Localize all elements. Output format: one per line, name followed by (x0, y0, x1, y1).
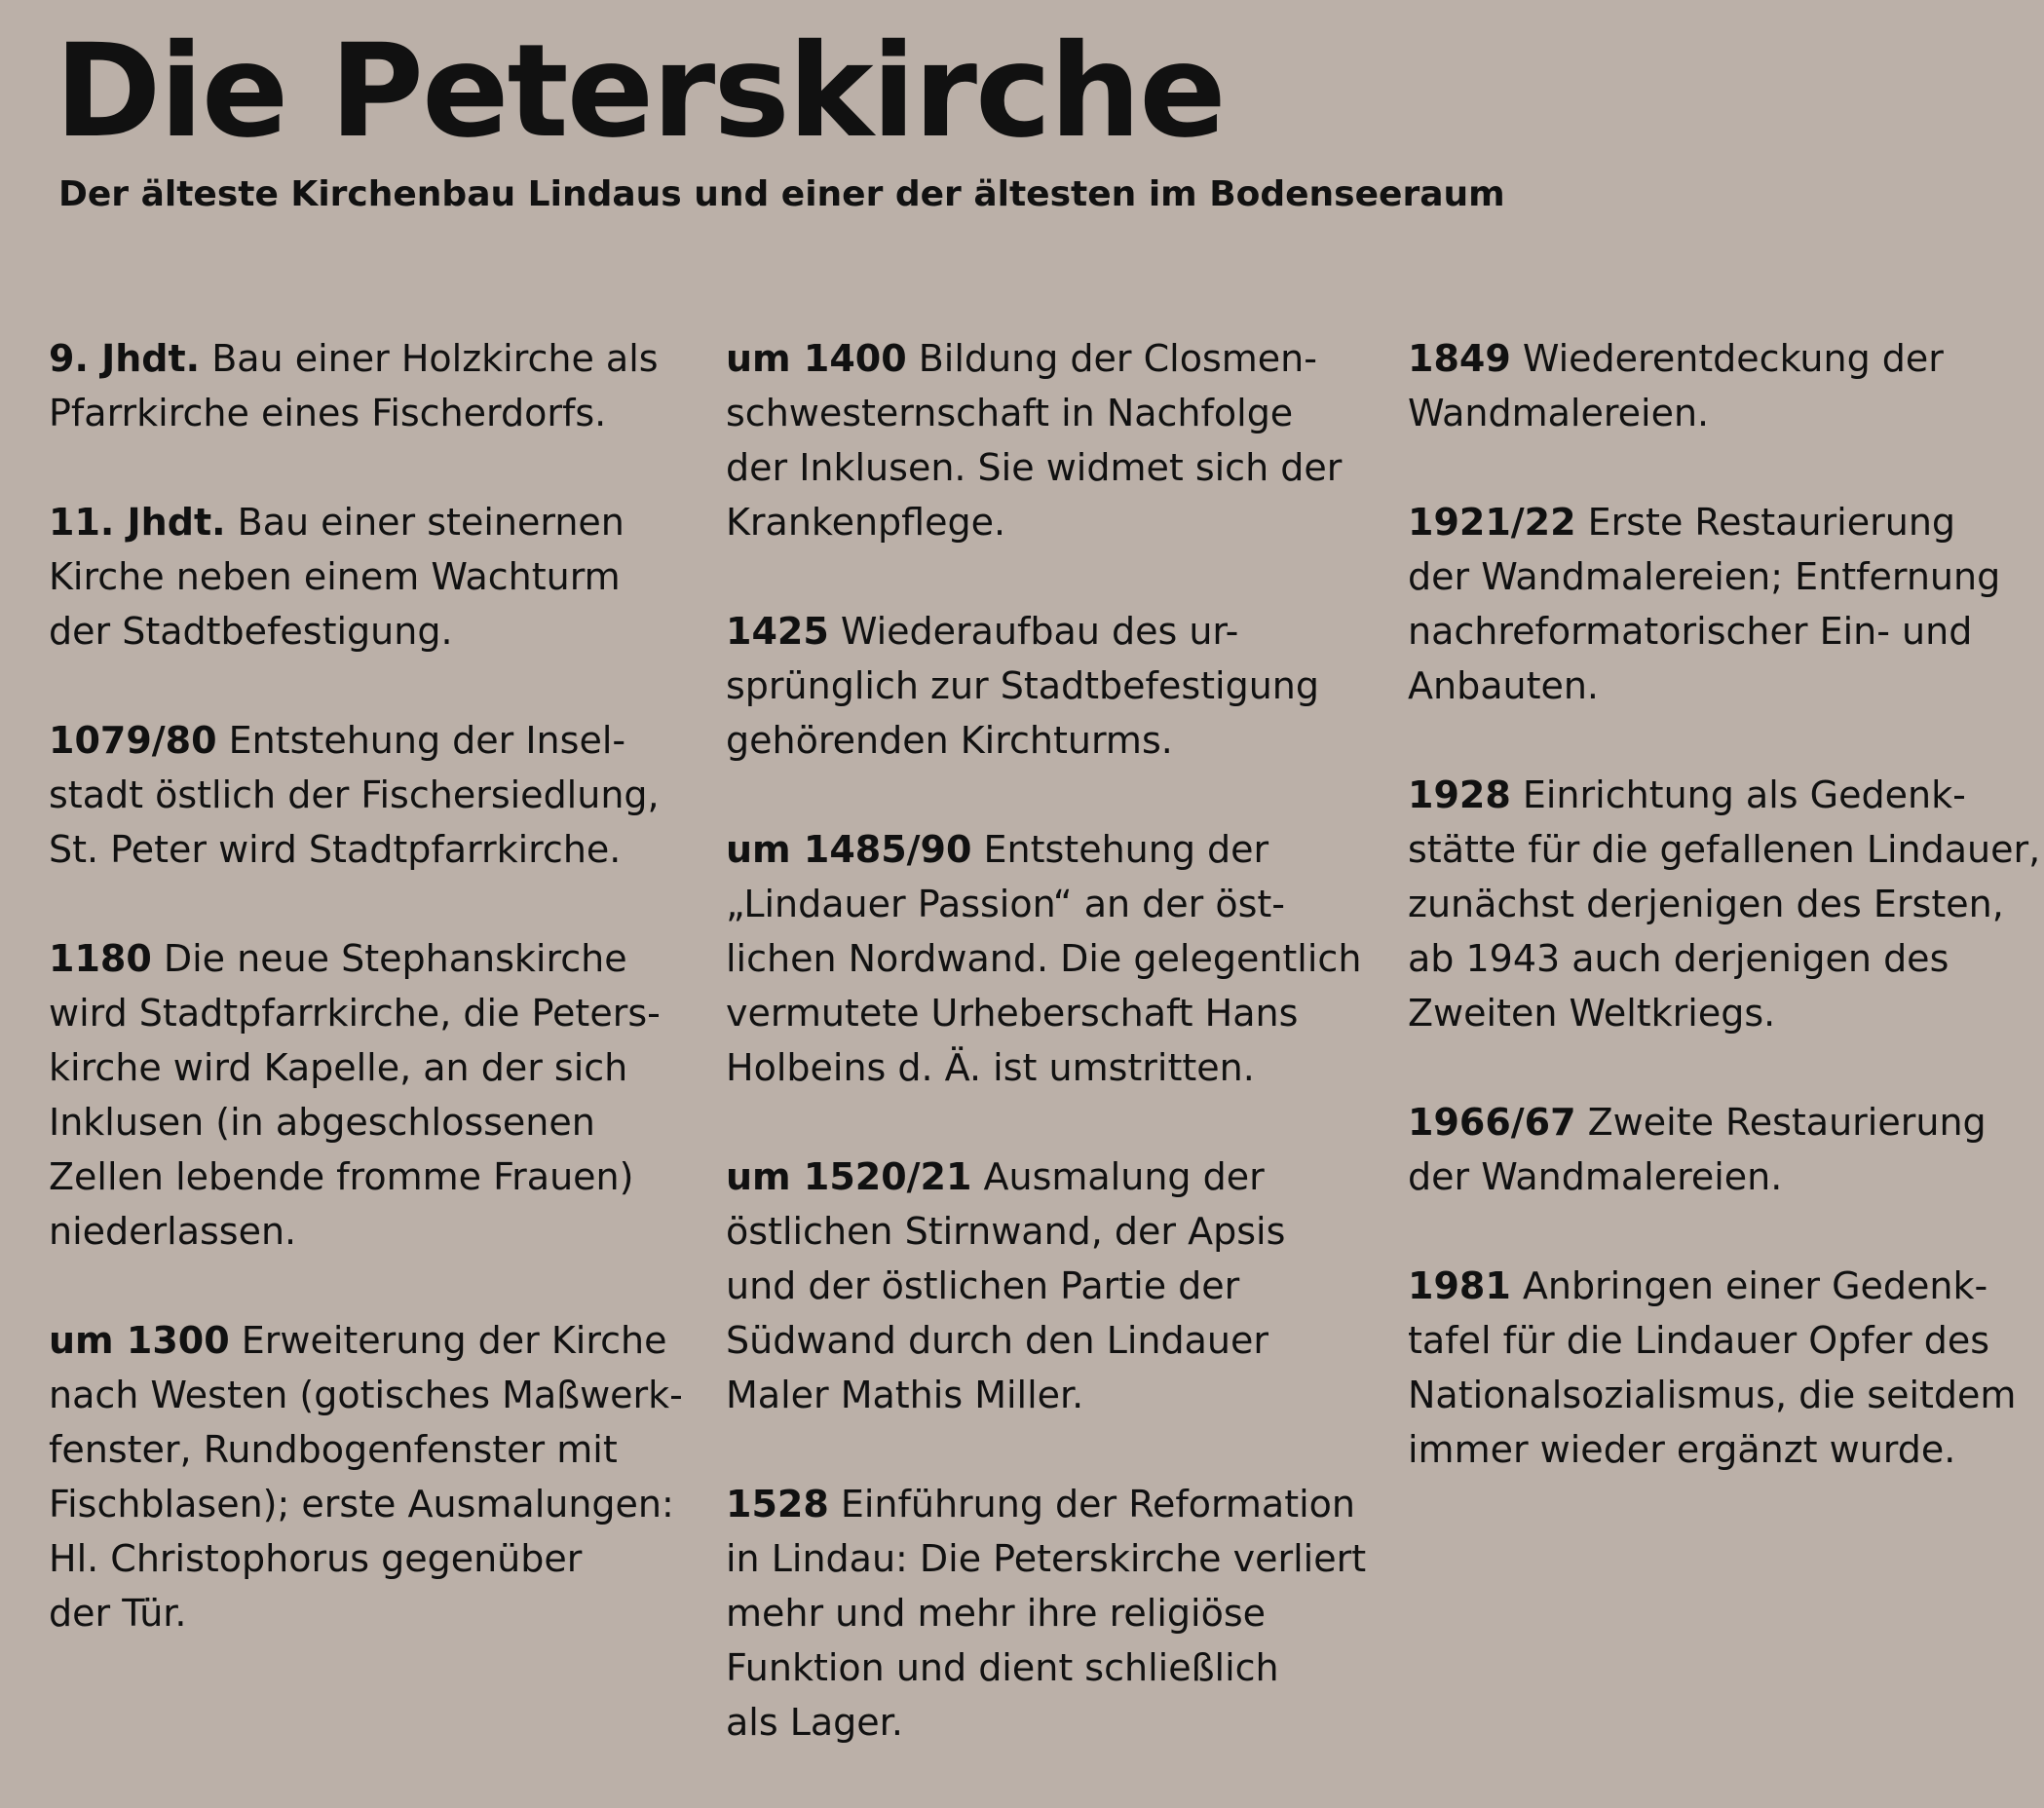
entry-text: Maler Mathis Miller. (726, 1374, 1084, 1416)
entry-line (1408, 877, 2031, 931)
entry-line (726, 604, 1369, 659)
entry-year: 1849 (1408, 337, 1511, 380)
timeline-entry (1408, 331, 2031, 440)
entry-line (1408, 1149, 2031, 1204)
entry-text: gehörenden Kirchturms. (726, 719, 1173, 762)
entry-text: zunächst derjenigen des Ersten, (1408, 883, 2004, 925)
entry-year: 1966/67 (1408, 1101, 1576, 1144)
entry-text: stätte für die gefallenen Lindauer, (1408, 828, 2041, 871)
entry-text: nachreformatorischer Ein- und (1408, 610, 1973, 653)
entry-text: der Inklusen. Sie widmet sich der (726, 446, 1343, 489)
entry-line (1408, 822, 2041, 877)
entry-text: kirche wird Kapelle, an der sich (49, 1046, 628, 1089)
entry-text: sprünglich zur Stadtbefestigung (726, 664, 1319, 707)
timeline-entry (49, 713, 692, 877)
entry-text: mehr und mehr ihre religiöse (726, 1592, 1267, 1635)
timeline-entry (726, 331, 1369, 549)
entry-text: Zweite Restaurierung (1587, 1101, 1987, 1144)
entry-line (726, 1586, 1369, 1640)
entry-line (726, 986, 1369, 1040)
entry-line (49, 549, 692, 604)
entry-line (726, 1149, 1369, 1204)
entry-text: Entstehung der (983, 828, 1269, 871)
entry-line (49, 986, 692, 1040)
timeline-entry (49, 1313, 692, 1640)
entry-text: Kirche neben einem Wachturm (49, 555, 621, 598)
entry-line (49, 931, 692, 986)
timeline-entry (49, 495, 692, 659)
entry-year: um 1400 (726, 337, 907, 380)
entry-line (1408, 1368, 2031, 1422)
timeline-column-1 (49, 331, 692, 1695)
entry-line (49, 495, 692, 549)
entry-year: 1921/22 (1408, 501, 1576, 544)
entry-line (1408, 331, 2031, 386)
entry-text: Die neue Stephanskirche (163, 937, 627, 980)
entry-line (1408, 986, 2031, 1040)
entry-text: Holbeins d. Ä. ist umstritten. (726, 1046, 1255, 1089)
entry-line (49, 1149, 692, 1204)
entry-line (1408, 604, 2031, 659)
entry-text: Anbringen einer Gedenk- (1522, 1264, 1988, 1307)
entry-line (49, 331, 692, 386)
entry-line (726, 1313, 1369, 1368)
entry-text: Nationalsozialismus, die seitdem (1408, 1374, 2017, 1416)
entry-text: in Lindau: Die Peterskirche verliert (726, 1537, 1367, 1580)
entry-line (726, 931, 1369, 986)
entry-line (726, 1640, 1369, 1695)
entry-text: Südwand durch den Lindauer (726, 1319, 1268, 1362)
entry-line (726, 1368, 1369, 1422)
entry-year: 1425 (726, 610, 829, 653)
entry-line (49, 1531, 692, 1586)
entry-year: 1079/80 (49, 719, 217, 762)
entry-line (1408, 659, 2031, 713)
entry-year: 9. Jhdt. (49, 337, 201, 380)
entry-year: 1528 (726, 1483, 829, 1526)
entry-line (726, 331, 1369, 386)
sign-subtitle: Der älteste Kirchenbau Lindaus und einer der ältesten im Bodenseeraum (58, 174, 1505, 214)
entry-line (49, 1477, 692, 1531)
entry-text: Wiederentdeckung der (1522, 337, 1944, 380)
entry-line (49, 822, 692, 877)
entry-line (726, 1477, 1369, 1531)
entry-year: 11. Jhdt. (49, 501, 226, 544)
entry-text: Krankenpflege. (726, 501, 1006, 544)
entry-line (1408, 495, 2031, 549)
entry-line (726, 1531, 1369, 1586)
entry-year: um 1485/90 (726, 828, 972, 871)
entry-line (49, 1095, 692, 1149)
entry-text: der Stadtbefestigung. (49, 610, 453, 653)
entry-line (726, 877, 1369, 931)
entry-text: Hl. Christophorus gegenüber (49, 1537, 583, 1580)
entry-year: 1928 (1408, 773, 1511, 816)
entry-text: der Wandmalereien. (1408, 1155, 1783, 1198)
timeline-entry (1408, 1095, 2031, 1204)
entry-text: schwesternschaft in Nachfolge (726, 392, 1294, 434)
entry-year: um 1300 (49, 1319, 230, 1362)
entry-text: ab 1943 auch derjenigen des (1408, 937, 1949, 980)
entry-year: 1981 (1408, 1264, 1511, 1307)
entry-text: fenster, Rundbogenfenster mit (49, 1428, 618, 1471)
entry-line (49, 1204, 692, 1259)
entry-year: um 1520/21 (726, 1155, 972, 1198)
entry-line (49, 604, 692, 659)
entry-line (49, 1586, 692, 1640)
entry-text: Funktion und dient schließlich (726, 1646, 1279, 1689)
entry-line (726, 1259, 1369, 1313)
entry-line (726, 495, 1369, 549)
entry-line (1408, 549, 2031, 604)
entry-text: Zweiten Weltkriegs. (1408, 992, 1776, 1035)
entry-text: Einführung der Reformation (840, 1483, 1355, 1526)
entry-text: Bau einer steinernen (237, 501, 625, 544)
entry-year: 1180 (49, 937, 152, 980)
entry-line (726, 659, 1369, 713)
entry-text: der Wandmalereien; Entfernung (1408, 555, 2001, 598)
entry-text: Zellen lebende fromme Frauen) (49, 1155, 634, 1198)
entry-text: Bau einer Holzkirche als (211, 337, 659, 380)
entry-line (1408, 768, 2031, 822)
entry-line (726, 386, 1369, 440)
timeline-entry (726, 1149, 1369, 1422)
entry-line (726, 713, 1369, 768)
entry-text: Wandmalereien. (1408, 392, 1710, 434)
entry-text: „Lindauer Passion“ an der öst- (726, 883, 1286, 925)
entry-line (49, 1040, 692, 1095)
timeline-entry (1408, 1259, 2031, 1477)
entry-text: und der östlichen Partie der (726, 1264, 1240, 1307)
entry-text: St. Peter wird Stadtpfarrkirche. (49, 828, 622, 871)
entry-text: vermutete Urheberschaft Hans (726, 992, 1299, 1035)
entry-line (1408, 1313, 2031, 1368)
entry-text: östlichen Stirnwand, der Apsis (726, 1210, 1286, 1253)
entry-line (1408, 931, 2031, 986)
entry-line (49, 1368, 692, 1422)
entry-text: Anbauten. (1408, 664, 1600, 707)
entry-text: als Lager. (726, 1701, 903, 1744)
entry-text: Wiederaufbau des ur- (840, 610, 1239, 653)
timeline-column-2 (726, 331, 1369, 1804)
entry-line (726, 1695, 1369, 1750)
entry-line (49, 1422, 692, 1477)
entry-text: lichen Nordwand. Die gelegentlich (726, 937, 1362, 980)
entry-text: Fischblasen); erste Ausmalungen: (49, 1483, 674, 1526)
timeline-entry (49, 931, 692, 1259)
entry-line (49, 1313, 692, 1368)
entry-text: der Tür. (49, 1592, 187, 1635)
entry-text: nach Westen (gotisches Maßwerk- (49, 1374, 683, 1416)
entry-line (1408, 1095, 2031, 1149)
entry-line (1408, 1259, 2031, 1313)
entry-text: Einrichtung als Gedenk- (1522, 773, 1966, 816)
entry-text: Bildung der Closmen- (918, 337, 1317, 380)
entry-text: stadt östlich der Fischersiedlung, (49, 773, 660, 816)
timeline-entry (49, 331, 692, 440)
timeline-entry (1408, 768, 2041, 1040)
entry-line (1408, 386, 2031, 440)
entry-line (726, 1040, 1369, 1095)
entry-line (726, 1204, 1369, 1259)
entry-text: immer wieder ergänzt wurde. (1408, 1428, 1956, 1471)
entry-line (49, 713, 692, 768)
timeline-entry (726, 604, 1369, 768)
timeline-entry (726, 822, 1369, 1095)
entry-text: Inklusen (in abgeschlossenen (49, 1101, 595, 1144)
entry-text: tafel für die Lindauer Opfer des (1408, 1319, 1990, 1362)
entry-text: Erweiterung der Kirche (241, 1319, 667, 1362)
entry-line (1408, 1422, 2031, 1477)
entry-text: wird Stadtpfarrkirche, die Peters- (49, 992, 661, 1035)
entry-line (726, 440, 1369, 495)
timeline-column-3 (1408, 331, 2041, 1531)
entry-line (726, 822, 1369, 877)
entry-line (49, 768, 692, 822)
timeline-entry (1408, 495, 2031, 713)
entry-text: Erste Restaurierung (1587, 501, 1956, 544)
entry-line (49, 386, 692, 440)
entry-text: niederlassen. (49, 1210, 297, 1253)
timeline-entry (726, 1477, 1369, 1750)
sign-title: Die Peterskirche (55, 17, 1225, 167)
entry-text: Pfarrkirche eines Fischerdorfs. (49, 392, 607, 434)
entry-text: Ausmalung der (983, 1155, 1265, 1198)
entry-text: Entstehung der Insel- (228, 719, 626, 762)
